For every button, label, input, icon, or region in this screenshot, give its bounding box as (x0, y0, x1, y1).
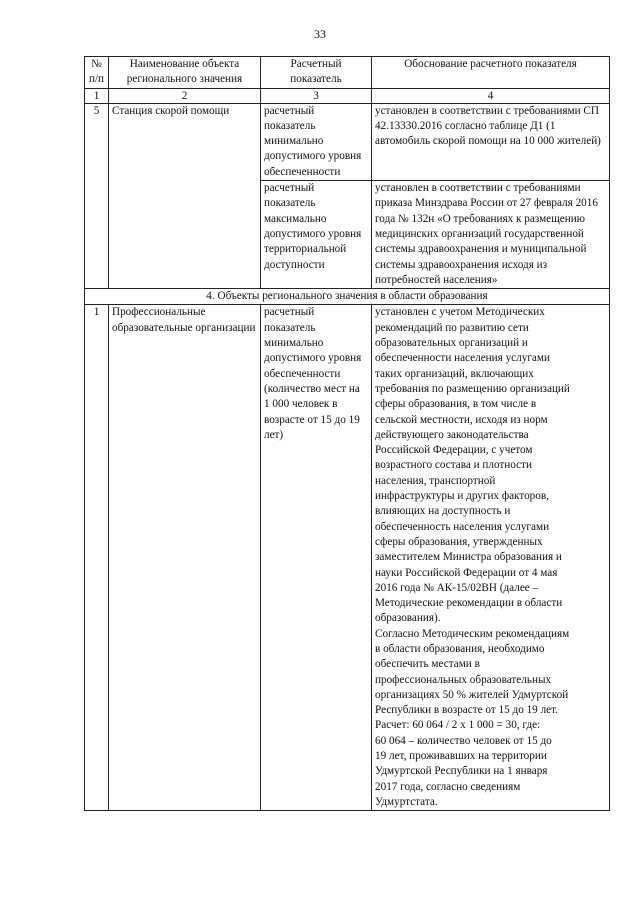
header-indicator: Расчетный показатель (261, 57, 372, 89)
section-row (85, 289, 610, 305)
basis-line: 2016 года № АК-15/02ВН (далее – (375, 581, 539, 594)
column-number: 3 (261, 88, 372, 103)
basis-line: Согласно Методическим рекомендациям (375, 627, 570, 640)
basis-line: Удмуртской Республики на 1 января (375, 765, 548, 778)
basis-line: 2017 года, согласно сведениям (375, 780, 521, 793)
section-title: 4. Объекты регионального значения в области образования (85, 289, 610, 305)
basis-line: установлен с учетом Методических (375, 306, 545, 319)
indicator-min-provision: расчетный показатель минимально допустимого уровня обеспеченности (261, 103, 372, 180)
basis-line: обеспеченность населения услугами (375, 520, 550, 533)
table-row (85, 103, 610, 180)
basis-line: влияющих на доступность и (375, 505, 511, 518)
basis-line: Российской Федерации, с учетом (375, 444, 533, 457)
table-row (85, 305, 610, 811)
column-number: 1 (85, 88, 109, 103)
basis-line: организациях 50 % жителей Удмуртской (375, 688, 569, 701)
header-number: № п/п (85, 57, 109, 89)
basis-line: Методические рекомендации в области (375, 597, 563, 610)
row-number: 1 (85, 305, 109, 811)
table-header-row (85, 57, 610, 89)
column-number-row (85, 88, 610, 103)
column-number: 2 (109, 88, 261, 103)
basis-line: обеспечить местами в (375, 658, 480, 671)
object-name: Станция скорой помощи (109, 103, 261, 289)
column-number: 4 (372, 88, 610, 103)
basis-line: профессиональных образовательных (375, 673, 552, 686)
basis-line: обеспеченности населения услугами (375, 352, 550, 365)
page-number: 33 (314, 27, 326, 41)
basis-line: науки Российской Федерации от 4 мая (375, 566, 558, 579)
regional-objects-table (84, 56, 610, 811)
header-object-name: Наименование объекта регионального значения (109, 57, 261, 89)
basis-line: образовательных организаций и (375, 337, 528, 350)
basis-line: 19 лет, проживавших на территории (375, 750, 547, 763)
header-basis: Обоснование расчетного показателя (372, 57, 610, 89)
object-name: Профессиональные образовательные организации (109, 305, 261, 811)
basis-line: сельской местности, исходя из норм (375, 413, 548, 426)
basis-line: возрастного состава и плотности (375, 459, 532, 472)
indicator-min-provision: расчетный показатель минимально допустимого уровня обеспеченности (количество мест на 1 000 человек в возрасте от 15 до 19 лет) (261, 305, 372, 811)
basis-line: Республики в возрасте от 15 до 19 лет. (375, 704, 558, 717)
basis-line: населения, транспортной (375, 474, 496, 487)
basis-line: Удмуртстата. (375, 795, 438, 808)
basis-line: таких организаций, включающих (375, 367, 534, 380)
basis-line: требования по размещению организаций (375, 382, 570, 395)
indicator-max-accessibility: расчетный показатель максимально допустимого уровня территориальной доступности (261, 181, 372, 289)
basis-text (372, 305, 610, 811)
basis-line: в области образования, необходимо (375, 642, 545, 655)
basis-line: действующего законодательства (375, 428, 529, 441)
basis-line: образования). (375, 612, 441, 625)
basis-line: сферы образования, утвержденных (375, 535, 543, 548)
basis-line: Расчет: 60 064 / 2 х 1 000 = 30, где: (375, 719, 541, 732)
basis-line: сферы образования, в том числе в (375, 398, 537, 411)
basis-text: установлен в соответствии с требованиями приказа Минздрава России от 27 февраля 2016 года № 132н «О требованиях к размещению медицинских организаций государственной системы здравоохранения и муниципальной системы здравоохранения исходя из потребностей населения» (372, 181, 610, 289)
basis-text: установлен в соответствии с требованиями СП 42.13330.2016 согласно таблице Д1 (1 автомобиль скорой помощи на 10 000 жителей) (372, 103, 610, 180)
basis-line: 60 064 – количество человек от 15 до (375, 734, 552, 747)
basis-line: рекомендаций по развитию сети (375, 321, 529, 334)
row-number: 5 (85, 103, 109, 289)
basis-line: заместителем Министра образования и (375, 551, 562, 564)
basis-line: инфраструктуры и других факторов, (375, 490, 549, 503)
